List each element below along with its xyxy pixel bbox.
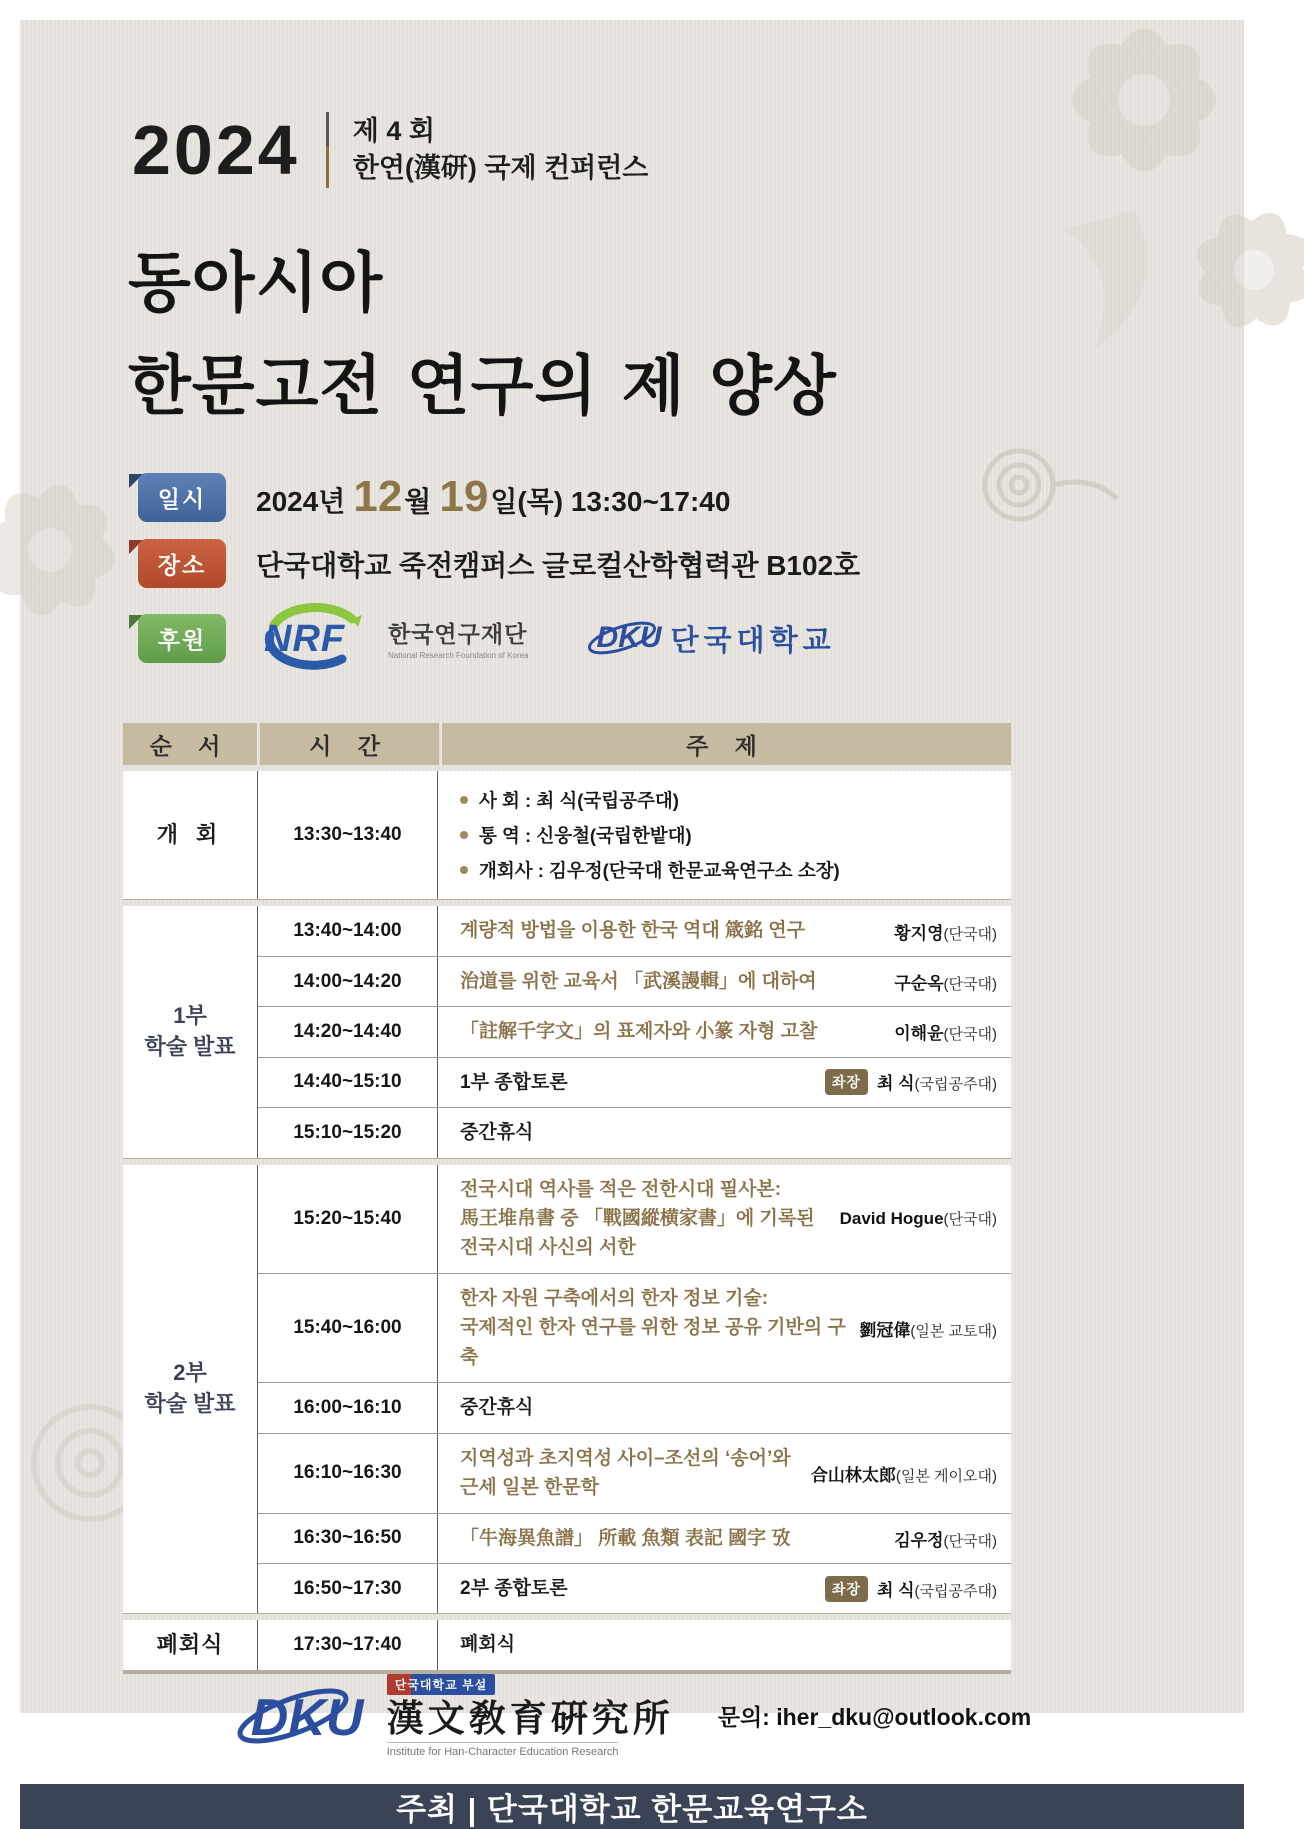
- speaker-name: 合山林太郎: [810, 1465, 896, 1485]
- section-label: 폐회식: [156, 1631, 224, 1657]
- talk-title: 지역성과 초지역성 사이–조선의 ‘송어’와 근세 일본 한문학: [460, 1447, 791, 1499]
- speaker-name: 황지영: [894, 923, 944, 943]
- col-header-order: 순 서: [123, 723, 257, 765]
- organizer-footer: [20, 1674, 1244, 1784]
- date-badge: 일시: [138, 473, 226, 522]
- time-cell: 15:40~16:00: [258, 1274, 438, 1382]
- nrf-logo: [256, 605, 529, 671]
- institute-name-cjk: 漢文敎育硏究所: [386, 1696, 674, 1741]
- time-cell: 16:30~16:50: [258, 1514, 438, 1563]
- host-bar: [20, 1784, 1244, 1829]
- section-label-line1: 2부: [173, 1359, 207, 1385]
- talk-title: 한자 자원 구축에서의 한자 정보 기술: 국제적인 한자 연구를 위한 정보 공유 기반의 구축: [460, 1287, 846, 1368]
- page-title: [128, 232, 1244, 437]
- event-info: [138, 473, 1244, 671]
- break-title: 중간휴식: [460, 1122, 534, 1144]
- section-label-line1: 1부: [173, 1002, 207, 1028]
- institute-logo: [233, 1674, 364, 1758]
- time-cell: 14:40~15:10: [258, 1058, 438, 1107]
- discussion-title: 2부 종합토론: [460, 1577, 568, 1599]
- chair-name: 최 식: [876, 1580, 915, 1600]
- section-part1: [123, 906, 1011, 1158]
- schedule-row: [258, 771, 1011, 899]
- closing-title: 폐회식: [460, 1634, 516, 1656]
- col-header-topic: 주 제: [442, 723, 1011, 765]
- speaker-affiliation: (단국대): [943, 925, 997, 943]
- nrf-acronym: NRF: [264, 618, 346, 661]
- date-month-unit: 월: [404, 486, 432, 518]
- speaker-name: David Hogue: [839, 1209, 944, 1229]
- speaker-affiliation: (일본 교토대): [910, 1322, 997, 1340]
- speaker-name: 劉冠偉: [859, 1320, 911, 1340]
- schedule-row: [258, 956, 1011, 1006]
- poster-header: [132, 112, 1244, 188]
- chair-affiliation: (국립공주대): [914, 1582, 997, 1600]
- schedule-row: [258, 1382, 1011, 1432]
- venue-row: [138, 539, 1244, 588]
- talk-title: 「註解千字文」의 표제자와 小篆 자형 고찰: [460, 1021, 818, 1043]
- section-opening: [123, 771, 1011, 900]
- section-label-line2: 학술 발표: [144, 1034, 236, 1060]
- sponsor-badge: 후원: [138, 614, 226, 663]
- dku-name-kr: 단국대학교: [670, 624, 836, 657]
- time-cell: 13:30~13:40: [258, 771, 438, 899]
- chair-badge: 좌장: [825, 1576, 868, 1602]
- header-divider: [326, 112, 329, 188]
- speaker-affiliation: (단국대): [943, 976, 997, 994]
- institute-name-en: Institute for Han-Character Education Research: [387, 1742, 619, 1758]
- chair-badge: 좌장: [825, 1069, 868, 1095]
- speaker-name: 김우정: [894, 1530, 944, 1550]
- schedule-row: [258, 906, 1011, 955]
- sponsor-row: [138, 605, 1244, 671]
- dku-acronym: DKU: [596, 621, 662, 655]
- time-cell: 13:40~14:00: [258, 906, 438, 955]
- chair-affiliation: (국립공주대): [914, 1076, 997, 1094]
- schedule-row: [258, 1006, 1011, 1056]
- dku-logo: [585, 616, 836, 660]
- date-year: 2024년: [256, 486, 346, 518]
- title-line2: 한문고전 연구의 제 양상: [128, 347, 837, 424]
- schedule-row: [258, 1165, 1011, 1273]
- schedule-row: [258, 1273, 1011, 1382]
- section-closing: [123, 1620, 1011, 1673]
- section-label-line2: 학술 발표: [144, 1391, 236, 1417]
- schedule-row: [258, 1433, 1011, 1513]
- speaker-name: 이해윤: [894, 1024, 944, 1044]
- date-month: 12: [353, 472, 403, 522]
- opening-moderator: 사 회 : 최 식(국립공주대): [460, 787, 840, 813]
- date-row: [138, 473, 1244, 522]
- schedule-row: [258, 1563, 1011, 1613]
- institute-affiliation-chip: 단국대학교 부설: [387, 1674, 495, 1695]
- year-text: 2024: [132, 111, 300, 189]
- time-cell: 17:30~17:40: [258, 1620, 438, 1669]
- speaker-affiliation: (단국대): [943, 1026, 997, 1044]
- opening-address: 개회사 : 김우정(단국대 한문교육연구소 소장): [460, 857, 840, 883]
- time-cell: 16:00~16:10: [258, 1383, 438, 1432]
- section-part2: [123, 1165, 1011, 1615]
- poster: [20, 20, 1244, 1827]
- schedule-row: [258, 1107, 1011, 1157]
- chair-name: 최 식: [876, 1074, 915, 1094]
- speaker-name: 구순옥: [894, 974, 944, 994]
- break-title: 중간휴식: [460, 1397, 534, 1419]
- talk-title: 전국시대 역사를 적은 전한시대 필사본: 馬王堆帛書 중 「戰國縱横家書」에 기록된 전국시대 사신의 서한: [460, 1178, 815, 1259]
- time-cell: 14:00~14:20: [258, 957, 438, 1006]
- time-cell: 15:20~15:40: [258, 1165, 438, 1273]
- talk-title: 治道를 위한 교육서 「武溪謾輯」에 대하여: [460, 970, 817, 992]
- nrf-name-en: National Research Foundation of Korea: [388, 651, 529, 661]
- date-time: 일(목) 13:30~17:40: [490, 486, 731, 518]
- time-cell: 14:20~14:40: [258, 1007, 438, 1056]
- host-text: 주최 | 단국대학교 한문교육연구소: [396, 1791, 868, 1827]
- schedule-row: [258, 1513, 1011, 1563]
- time-cell: 15:10~15:20: [258, 1108, 438, 1157]
- time-cell: 16:50~17:30: [258, 1564, 438, 1613]
- time-cell: 16:10~16:30: [258, 1434, 438, 1513]
- schedule-row: [258, 1057, 1011, 1107]
- col-header-time: 시 간: [260, 723, 439, 765]
- contact-email: 문의: iher_dku@outlook.com: [717, 1704, 1032, 1731]
- schedule-table: [123, 723, 1011, 1673]
- speaker-affiliation: (일본 게이오대): [895, 1467, 997, 1485]
- date-day: 19: [439, 472, 489, 522]
- speaker-affiliation: (단국대): [943, 1532, 997, 1550]
- conference-name: 한연(漢研) 국제 컨퍼런스: [352, 152, 649, 183]
- session-number: 제 4 회: [352, 115, 435, 146]
- speaker-affiliation: (단국대): [943, 1211, 997, 1229]
- talk-title: 계량적 방법을 이용한 한국 역대 箴銘 연구: [460, 920, 805, 942]
- venue-text: 단국대학교 죽전캠퍼스 글로컬산학협력관 B102호: [256, 549, 861, 581]
- nrf-name-kr: 한국연구재단: [388, 621, 528, 648]
- schedule-row: [258, 1620, 1011, 1669]
- opening-interpreter: 통 역 : 신웅철(국립한밭대): [460, 822, 840, 848]
- talk-title: 「牛海異魚譜」 所載 魚類 表記 國字 攷: [460, 1527, 791, 1549]
- table-header: [123, 723, 1011, 765]
- venue-badge: 장소: [138, 539, 226, 588]
- dku-acronym: DKU: [250, 1688, 364, 1747]
- section-label: 개 회: [156, 822, 224, 848]
- title-line1: 동아시아: [128, 245, 384, 321]
- discussion-title: 1부 종합토론: [460, 1071, 568, 1093]
